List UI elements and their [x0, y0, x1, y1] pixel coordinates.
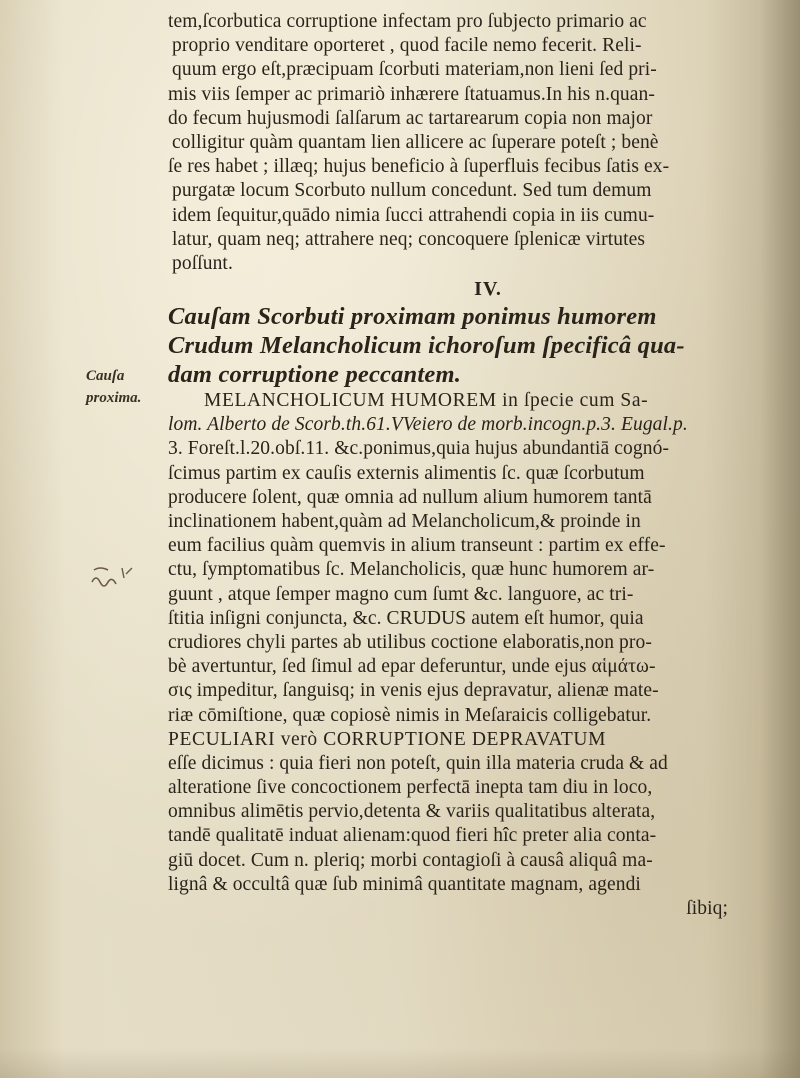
text-line: alteratione ſive concoctionem perfectā inepta tam diu in loco, [168, 777, 653, 799]
text-line: lignâ & occultâ quæ ſub minimâ quantitate magnam, agendi [168, 873, 641, 895]
text-line: guunt , atque ſemper magno cum ſumt &c. languore, ac tri- [168, 583, 634, 605]
main-text [168, 10, 768, 921]
text-line: mis viis ſemper ac primariò inhærere ſtatuamus.In his n.quan- [168, 83, 655, 105]
text-line: giū docet. Cum n. pleriq; morbi contagioſi à causâ aliquâ ma- [168, 849, 653, 871]
section-number: IV. [474, 278, 502, 301]
handwritten-ink-marks [88, 560, 148, 600]
text-line: ſe res habet ; illæq; hujus beneficio à ſuperfluis fecibus ſatis ex- [168, 156, 670, 178]
text-line: MELANCHOLICUM HUMOREM in ſpecie cum Sa- [204, 390, 649, 412]
text-line: ſtitia inſigni conjuncta, &c. CRUDUS autem eſt humor, quia [168, 607, 644, 629]
catchword: ſibiq; [686, 898, 728, 919]
text-line: eum facilius quàm quemvis in alium transeunt : partim ex effe- [168, 535, 666, 557]
margin-note-line-1: Cauſa [86, 368, 125, 384]
text-line: lom. Alberto de Scorb.th.61.VVeiero de morb.incogn.p.3. Eugal.p. [168, 414, 688, 436]
text-line: poſſunt. [172, 252, 233, 274]
text-line: omnibus alimētis pervio,detenta & variis qualitatibus alterata, [168, 801, 656, 823]
text-line: riæ cōmiſtione, quæ copiosè nimis in Meſaraicis colligebatur. [168, 704, 652, 726]
text-line: do fecum hujusmodi ſalſarum ac tartarearum copia non major [168, 107, 653, 129]
text-line: crudiores chyli partes ab utilibus coctione elaboratis,non pro- [168, 631, 652, 653]
text-line: tem,ſcorbutica corruptione infectam pro ſubjecto primario ac [168, 11, 647, 32]
text-line: ſcimus partim ex cauſis externis alimentis ſc. quæ ſcorbutum [168, 462, 645, 484]
text-line: bè avertuntur, ſed ſimul ad epar deferuntur, unde ejus αἱμάτω- [168, 656, 656, 678]
text-line: purgatæ locum Scorbuto nullum concedunt. Sed tum demum [172, 180, 652, 202]
margin-note [86, 367, 141, 407]
text-line: ctu, ſymptomatibus ſc. Melancholicis, quæ hunc humorem ar- [168, 559, 655, 581]
text-line: idem ſequitur,quādo nimia ſucci attrahendi copia in iis cumu- [172, 204, 655, 226]
section-heading-line: Crudum Melancholicum ichoroſum ſpecificâ qua- [168, 332, 685, 360]
text-line: quum ergo eſt,præcipuam ſcorbuti materiam,non lieni ſed pri- [172, 59, 657, 81]
section-heading-line: dam corruptione peccantem. [168, 361, 462, 389]
section-heading-line: Cauſam Scorbuti proximam ponimus humorem [168, 303, 657, 331]
text-line: colligitur quàm quantam lien allicere ac ſuperare poteſt ; benè [172, 131, 659, 153]
text-line: 3. Foreſt.l.20.obſ.11. &c.ponimus,quia hujus abundantiā cognó- [168, 438, 670, 460]
text-line: eſſe dicimus : quia fieri non poteſt, quin illa materia cruda & ad [168, 752, 668, 774]
text-line: inclinationem habent,quàm ad Melancholicum,& proinde in [168, 511, 641, 532]
text-line: latur, quam neq; attrahere neq; concoquere ſplenicæ virtutes [172, 228, 646, 250]
text-line: producere ſolent, quæ omnia ad nullum alium humorem tantā [168, 486, 652, 508]
text-line: PECULIARI verò CORRUPTIONE DEPRAVATUM [168, 728, 607, 750]
text-line: tandē qualitatē induat alienam:quod fieri hîc preter alia conta- [168, 825, 657, 847]
text-line: proprio venditare oporteret , quod facile nemo fecerit. Reli- [172, 35, 642, 57]
text-line: σις impeditur, ſanguisq; in venis ejus depravatur, alienæ mate- [168, 680, 659, 702]
margin-note-line-2: proxima. [86, 390, 142, 406]
page-bottom-shadow [0, 1048, 800, 1078]
